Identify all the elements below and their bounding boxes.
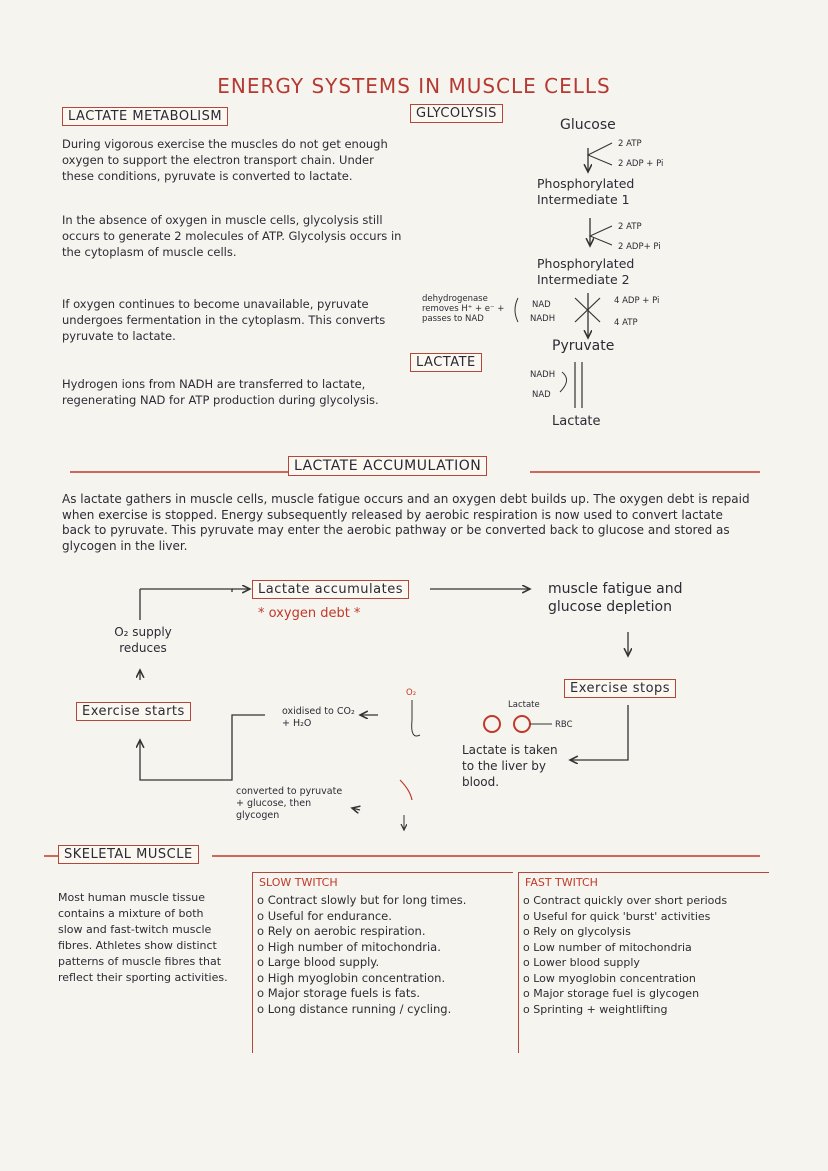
list-item: o High number of mitochondria. <box>257 940 466 956</box>
lactate-metabolism-heading: LACTATE METABOLISM <box>62 107 228 126</box>
nad-label: NAD <box>532 300 551 310</box>
nadh-label-2: NADH <box>530 370 556 380</box>
converted-label: converted to pyruvate + glucose, then glycogen <box>236 786 343 821</box>
intermediate-2: Phosphorylated Intermediate 2 <box>537 256 635 287</box>
pyruvate-label: Pyruvate <box>552 338 615 354</box>
list-item: o Rely on glycolysis <box>523 924 727 940</box>
metabolism-para-2: In the absence of oxygen in muscle cells, glycolysis still occurs to generate 2 molecules of ATP. Glycolysis occurs in the cytoplasm of muscle cells. <box>62 213 402 259</box>
atp-2: 2 ATP <box>618 222 642 232</box>
intermediate-1: Phosphorylated Intermediate 1 <box>537 176 635 207</box>
adp-1: 2 ADP + Pi <box>618 159 664 169</box>
fast-twitch-list <box>523 893 727 1017</box>
lactate-accumulates-box: Lactate accumulates <box>252 580 409 599</box>
list-item: o Major storage fuel is glycogen <box>523 986 727 1002</box>
atp-3: 4 ATP <box>614 318 638 328</box>
fatigue-label: muscle fatigue and glucose depletion <box>548 581 683 615</box>
oxygen-debt-label: * oxygen debt * <box>258 606 361 621</box>
lactate-small-label: Lactate <box>508 700 540 710</box>
exercise-starts-box: Exercise starts <box>76 702 191 721</box>
skeletal-text: Most human muscle tissue contains a mixture of both slow and fast-twitch muscle fibres. Athletes show distinct patterns of muscle fibres that reflect their sporting activities. <box>58 891 228 984</box>
o2-label: O₂ <box>406 688 417 698</box>
slow-twitch-title: SLOW TWITCH <box>259 876 338 889</box>
atp-1: 2 ATP <box>618 139 642 149</box>
metabolism-para-3: If oxygen continues to become unavailable, pyruvate undergoes fermentation in the cytoplasm. This converts pyruvate to lactate. <box>62 297 386 343</box>
list-item: o Contract slowly but for long times. <box>257 893 466 909</box>
metabolism-para-1: During vigorous exercise the muscles do not get enough oxygen to support the electron transport chain. Under these conditions, pyruvate is converted to lactate. <box>62 137 388 183</box>
glucose-label: Glucose <box>560 117 616 133</box>
list-item: o Contract quickly over short periods <box>523 893 727 909</box>
rbc-label: RBC <box>555 720 573 730</box>
oxidised-label: oxidised to CO₂ + H₂O <box>282 706 355 729</box>
lactate-label: Lactate <box>552 414 601 429</box>
slow-twitch-panel <box>252 872 513 1053</box>
slow-twitch-list <box>257 893 466 1017</box>
adp-2: 2 ADP+ Pi <box>618 242 661 252</box>
list-item: o High myoglobin concentration. <box>257 971 466 987</box>
fast-twitch-panel <box>518 872 769 1053</box>
page-title: ENERGY SYSTEMS IN MUSCLE CELLS <box>217 74 611 98</box>
exercise-stops-box: Exercise stops <box>564 679 676 698</box>
o2-supply-label: O₂ supply reduces <box>114 625 172 655</box>
list-item: o Low myoglobin concentration <box>523 971 727 987</box>
list-item: o Major storage fuels is fats. <box>257 986 466 1002</box>
list-item: o Sprinting + weightlifting <box>523 1002 727 1018</box>
fast-twitch-title: FAST TWITCH <box>525 876 598 889</box>
lactate-accumulation-heading: LACTATE ACCUMULATION <box>288 456 487 476</box>
list-item: o Large blood supply. <box>257 955 466 971</box>
accumulation-paragraph: As lactate gathers in muscle cells, muscle fatigue occurs and an oxygen debt builds up. The oxygen debt is repaid when exercise is stopped. Energy subsequently released by aerobic respiration is now used to convert lactate back to pyruvate. This pyruvate may enter the aerobic pathway or be converted back to glucose and stored as glycogen in the liver. <box>62 492 750 553</box>
list-item: o Rely on aerobic respiration. <box>257 924 466 940</box>
glycolysis-heading: GLYCOLYSIS <box>410 104 503 123</box>
metabolism-para-4: Hydrogen ions from NADH are transferred to lactate, regenerating NAD for ATP production during glycolysis. <box>62 377 379 407</box>
adp-3: 4 ADP + Pi <box>614 296 660 306</box>
dehydrogenase-note: dehydrogenase removes H⁺ + e⁻ + passes to NAD <box>422 294 505 324</box>
taken-to-liver-label: Lactate is taken to the liver by blood. <box>462 743 558 789</box>
lactate-heading: LACTATE <box>410 353 482 372</box>
list-item: o Useful for endurance. <box>257 909 466 925</box>
nad-label-2: NAD <box>532 390 551 400</box>
list-item: o Lower blood supply <box>523 955 727 971</box>
list-item: o Long distance running / cycling. <box>257 1002 466 1018</box>
list-item: o Low number of mitochondria <box>523 940 727 956</box>
list-item: o Useful for quick 'burst' activities <box>523 909 727 925</box>
skeletal-muscle-heading: SKELETAL MUSCLE <box>58 845 199 864</box>
nadh-label: NADH <box>530 314 556 324</box>
